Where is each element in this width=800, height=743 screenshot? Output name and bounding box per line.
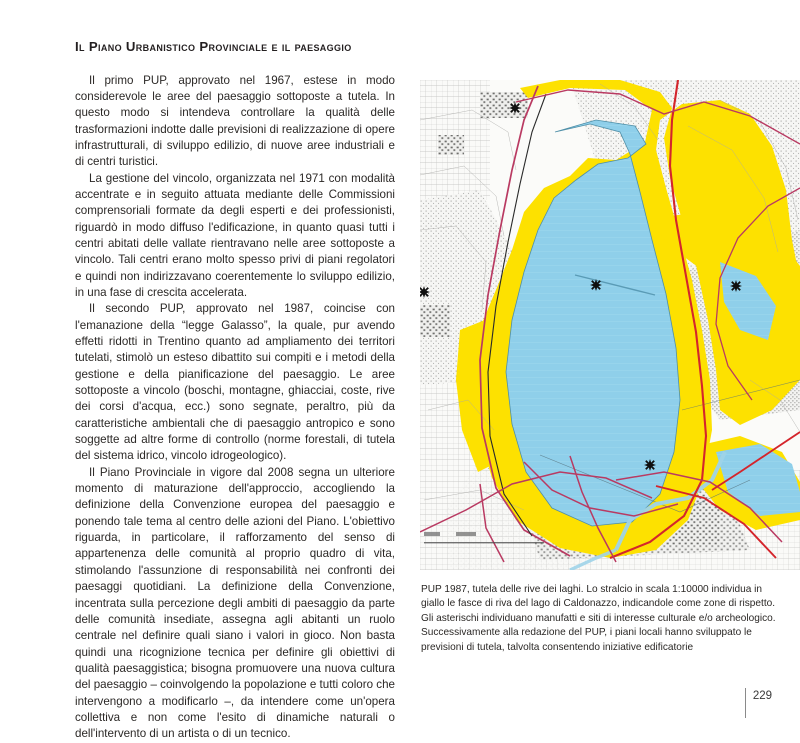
map-figure (420, 80, 800, 570)
article-paragraph: La gestione del vincolo, organizzata nel 1971 con modalità accentrate e in seguito attuata mediante delle Commissioni comprensoriali formate da degli esperti e dei professionisti, riguardò in modo diffuso l'edificazione, in quanto quasi tutti i centri abitati delle vallate rientravano nelle aree sottoposte a vincolo. Tali centri erano molto spesso privi di piani regolatori e quindi non indirizzavano coerentemente lo sviluppo edilizio, in una fase di crescita accelerata. (75, 171, 395, 299)
caldonazzo-lake-map (420, 80, 800, 570)
page-number: 229 (752, 690, 772, 702)
article-paragraph: Il secondo PUP, approvato nel 1987, coincise con l'emanazione della “legge Galasso”, la quale, pur avendo effetti ridotti in Trentino quanto ad ampliamento dei territori tutelati, stimolò un esteso dibattito sui compiti e i metodi della gestione e della pianificazione del paesaggio. Le aree sottoposte a vincolo (boschi, montagne, ghiacciai, coste, rive dei corsi d'acqua, ecc.) sono segnate, peraltro, più da caratteristiche ambientali che di paesaggio antropico e sono soggette ad altre forme di controllo (norme forestali, di tutela del sistema idrico, vincolo idrogeologico). (75, 302, 395, 463)
caption-line: previsioni di tutela, talvolta consentendo iniziative edificatorie (421, 641, 694, 653)
caption-line: PUP 1987, tutela delle rive dei laghi. Lo stralcio in scala 1:10000 individua in (421, 584, 762, 595)
page-footer (745, 688, 772, 718)
caption-line: giallo le fasce di riva del lago di Caldonazzo, indicandole come zone di rispetto. (421, 598, 776, 610)
page-title: Il Piano Urbanistico Provinciale e il paesaggio (75, 39, 352, 54)
footer-divider (745, 688, 746, 718)
caption-line: Gli asterischi individuano manufatti e siti di interesse culturale e/o archeologico. (421, 612, 776, 624)
figure-caption (421, 583, 783, 655)
caption-line: Successivamente alla redazione del PUP, i piani locali hanno sviluppato le (421, 627, 752, 639)
article-paragraph: Il Piano Provinciale in vigore dal 2008 segna un ulteriore momento di maturazione dell'approccio, accogliendo la definizione della Convenzione europea del paesaggio e ponendo tale tema al centro delle azioni del Piano. L'obiettivo riguarda, in particolare, il rafforzamento del senso di appartenenza delle comunità al proprio quadro di vita, stimolando l'assunzione di responsabilità nei confronti dei paesaggi quotidiani. La definizione della Convenzione, incentrata sulla percezione degli ambiti di paesaggio da parte delle comunità insediate, assegna agli abitanti un ruolo centrale nel definire quali siano i valori in gioco. Non basta quindi una ricognizione tecnica per definire gli obiettivi di qualità paesaggistica; bisogna promuovere una nuova cultura del paesaggio – coinvolgendo la popolazione e tutti coloro che intervengono a modificarlo –, da intendere come un'opera collettiva e non come l'esito di dinamiche naturali o dell'intervento di un artista o di un tecnico. (75, 465, 395, 741)
article-paragraph: Il primo PUP, approvato nel 1967, estese in modo considerevole le aree del paesaggio sottoposte a tutela. In questo modo si intendeva controllare la qualità delle trasformazioni indotte dalle previsioni di realizzazione di opere infrastrutturali, di sviluppo edilizio, di nuove aree industriali e di centri turistici. (75, 73, 395, 169)
article-text-column (75, 40, 395, 743)
